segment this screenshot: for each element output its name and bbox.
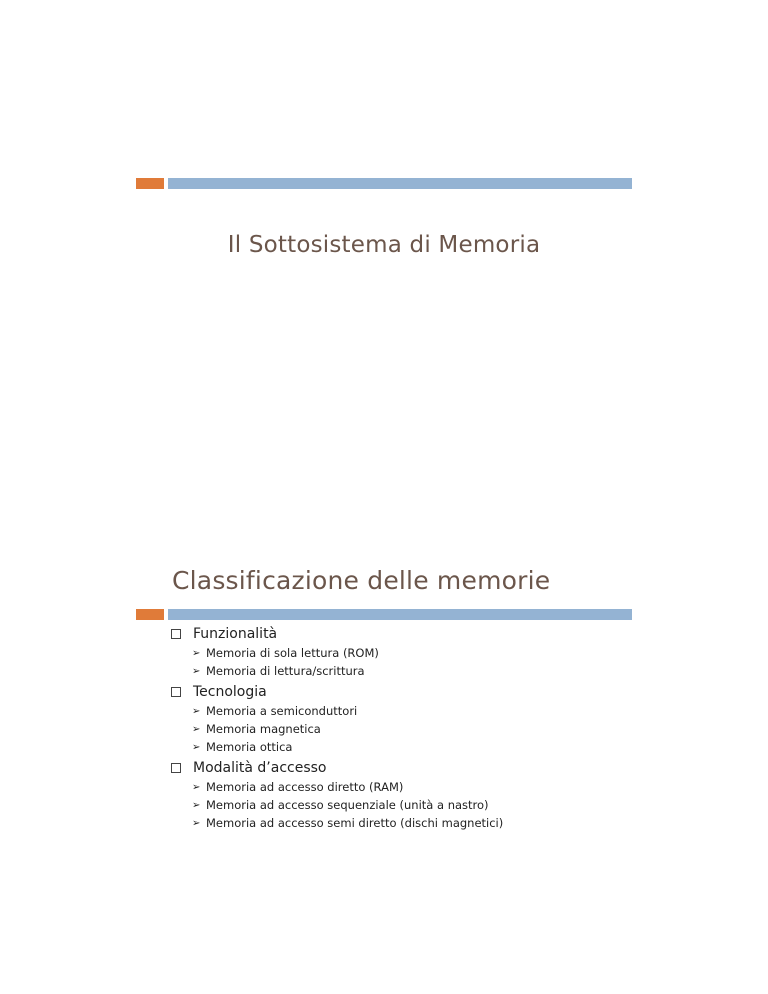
arrow-bullet-icon: ➢ [192, 647, 201, 659]
square-bullet-icon [171, 629, 181, 639]
arrow-bullet-icon: ➢ [192, 665, 201, 677]
list-item-label: Funzionalità [193, 626, 278, 642]
list-subitem-label: Memoria di lettura/scrittura [206, 664, 365, 678]
list-subitem-label: Memoria ad accesso semi diretto (dischi magnetici) [206, 816, 504, 830]
list-item [168, 624, 638, 644]
arrow-bullet-icon: ➢ [192, 741, 201, 753]
square-bullet-icon [171, 763, 181, 773]
arrow-bullet-icon: ➢ [192, 817, 201, 829]
slide2-accent-bar-orange [136, 609, 164, 620]
list-subitem-label: Memoria a semiconduttori [206, 704, 358, 718]
arrow-bullet-icon: ➢ [192, 705, 201, 717]
list-subitem [168, 720, 638, 738]
slide1-title: Il Sottosistema di Memoria [227, 232, 541, 258]
list-subitem [168, 814, 638, 832]
slide2-accent-bar-blue [168, 609, 632, 620]
list-subitem [168, 662, 638, 680]
slide2-title: Classificazione delle memorie [172, 566, 551, 595]
list-subitem [168, 644, 638, 662]
list-subitem-label: Memoria di sola lettura (ROM) [206, 646, 379, 660]
list-item-label: Modalità d’accesso [193, 760, 327, 776]
list-subitem [168, 778, 638, 796]
list-subitem-label: Memoria magnetica [206, 722, 321, 736]
list-subitem [168, 702, 638, 720]
list-subitem [168, 796, 638, 814]
slide1-accent-bar-blue [168, 178, 632, 189]
slide2-outline [168, 624, 638, 834]
slide1-accent-bar-orange [136, 178, 164, 189]
square-bullet-icon [171, 687, 181, 697]
list-item [168, 682, 638, 702]
outline-group-funzionalita [168, 624, 638, 680]
list-subitem-label: Memoria ad accesso diretto (RAM) [206, 780, 404, 794]
arrow-bullet-icon: ➢ [192, 781, 201, 793]
list-subitem [168, 738, 638, 756]
arrow-bullet-icon: ➢ [192, 799, 201, 811]
outline-group-tecnologia [168, 682, 638, 756]
list-item [168, 758, 638, 778]
list-item-label: Tecnologia [193, 684, 267, 700]
list-subitem-label: Memoria ottica [206, 740, 293, 754]
list-subitem-label: Memoria ad accesso sequenziale (unità a nastro) [206, 798, 489, 812]
arrow-bullet-icon: ➢ [192, 723, 201, 735]
outline-group-modalita [168, 758, 638, 832]
